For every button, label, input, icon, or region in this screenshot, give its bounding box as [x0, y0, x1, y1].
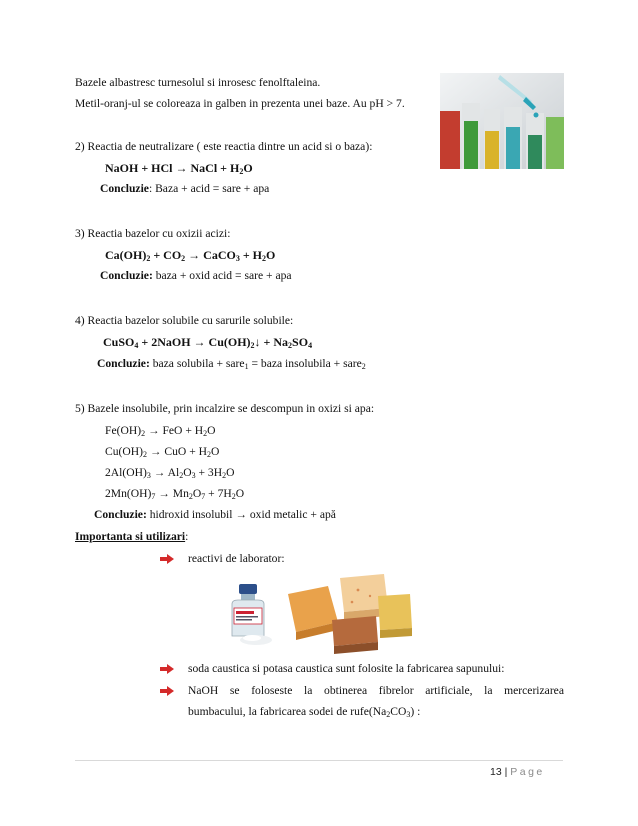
eq-part: + CO	[150, 248, 182, 262]
eq-sub: 2	[250, 341, 255, 350]
conclusion-text: baza + oxid acid = sare + apa	[155, 269, 292, 282]
conclusion-text: baza solubila + sare	[152, 357, 245, 370]
eq-part: NaOH + HCl → NaCl + H	[105, 161, 240, 175]
eq-part: O	[243, 161, 253, 175]
eq-sub: 2	[222, 471, 227, 480]
eq-part: Fe(OH)	[105, 424, 142, 437]
section-2-title: 2) Reactia de neutralizare ( este reactia dintre un acid si o baza):	[75, 140, 373, 153]
conclusion-text: = baza insolubila + sare	[248, 357, 362, 370]
section-3-conclusion	[100, 269, 292, 283]
section-4-equation	[103, 335, 312, 349]
test-tubes-image	[440, 73, 564, 169]
conclusion-label: Concluzie:	[97, 357, 150, 370]
conclusion-label: Concluzie:	[100, 269, 153, 282]
eq-part: → CuO + H	[147, 445, 208, 458]
eq-part: O	[226, 466, 235, 479]
page-number: 13	[490, 766, 502, 778]
eq-sub: 2	[386, 710, 391, 719]
eq-sub: 2	[288, 341, 293, 350]
soap-bars-image	[280, 572, 414, 654]
eq-sub: 3	[235, 254, 240, 263]
eq-part: O	[207, 424, 216, 437]
section-3-title: 3) Reactia bazelor cu oxizii acizi:	[75, 227, 231, 240]
word: mercerizarea	[504, 684, 564, 697]
intro-line-1: Bazele albastresc turnesolul si inrosesc fenolftaleina.	[75, 76, 321, 89]
eq-part: + H	[239, 248, 263, 262]
section-4-title: 4) Reactia bazelor solubile cu sarurile solubile:	[75, 314, 294, 327]
eq-part: → FeO + H	[145, 424, 204, 437]
eq-sub: 3	[146, 471, 151, 480]
eq-sub: 2	[143, 450, 147, 459]
section-5-title: 5) Bazele insolubile, prin incalzire se descompun in oxizi si apa:	[75, 402, 375, 415]
uses-title	[75, 530, 188, 544]
eq-sub: 2	[262, 254, 267, 263]
eq-sub: 7	[201, 492, 206, 501]
arrow-bullet-icon	[160, 664, 174, 674]
eq-sub: 4	[308, 341, 313, 350]
uses-item-1: reactivi de laborator:	[188, 552, 285, 565]
text-part: ) :	[410, 705, 421, 718]
intro-line-2-text: Metil-oranj-ul se coloreaza in galben in prezenta unei baze. Au pH > 7.	[75, 97, 405, 110]
eq-part: + 3H	[195, 466, 223, 479]
conclusion-text: hidroxid insolubil → oxid metalic + apă	[149, 508, 336, 521]
text-part: bumbacului, la fabricarea sodei de rufe(Na	[188, 705, 387, 718]
arrow-bullet-icon	[160, 554, 174, 564]
eq-part: 2Mn(OH)	[105, 487, 152, 500]
section-4-conclusion	[97, 357, 366, 371]
uses-title-text: Importanta si utilizari	[75, 530, 186, 543]
eq-sub: 2	[146, 254, 151, 263]
section-2-conclusion	[100, 182, 269, 196]
eq-sub: 2	[188, 492, 193, 501]
eq-part: O	[235, 487, 245, 500]
section-5-conclusion	[94, 508, 336, 522]
footer-divider	[75, 760, 563, 761]
eq-part: Ca(OH)	[105, 248, 147, 262]
eq-part: → Al	[150, 466, 180, 479]
eq-sub: 2	[231, 492, 236, 501]
page-label: Page	[510, 766, 545, 778]
eq-part: SO	[292, 335, 309, 349]
eq-sub: 7	[151, 492, 156, 501]
uses-item-3-line-1	[188, 684, 564, 698]
eq-part: CuSO	[103, 335, 135, 349]
eq-part: O	[266, 248, 276, 262]
page-footer	[490, 766, 545, 778]
section-5-eq-4	[105, 487, 244, 501]
eq-part: O	[183, 466, 192, 479]
eq-sub: 2	[181, 254, 186, 263]
section-2-equation	[105, 161, 253, 175]
word: artificiale,	[425, 684, 473, 697]
word: fibrelor	[378, 684, 414, 697]
footer-separator: |	[501, 766, 511, 778]
eq-part: + 7H	[205, 487, 232, 500]
word: la	[304, 684, 313, 697]
eq-sub: 2	[141, 429, 146, 438]
eq-sub: 2	[203, 429, 208, 438]
eq-sub: 3	[406, 710, 411, 719]
eq-part: Cu(OH)	[105, 445, 143, 458]
uses-item-3-line-2	[188, 705, 420, 719]
section-5-eq-1	[105, 424, 216, 438]
word: se	[229, 684, 240, 697]
section-3-equation	[105, 248, 275, 262]
eq-part: + 2NaOH → Cu(OH)	[138, 335, 251, 349]
eq-sub: 4	[134, 341, 139, 350]
eq-part: → Mn	[155, 487, 189, 500]
eq-sub: 2	[239, 167, 244, 176]
section-5-eq-3	[105, 466, 234, 480]
word: la	[484, 684, 493, 697]
conclusion-text: : Baza + acid = sare + apa	[148, 182, 270, 195]
eq-part: 2Al(OH)	[105, 466, 147, 479]
intro-line-2	[75, 97, 405, 111]
word: obtinerea	[324, 684, 368, 697]
conclusion-label: Concluzie:	[94, 508, 147, 521]
word: foloseste	[251, 684, 293, 697]
reagent-bottle-image	[222, 582, 274, 648]
section-5-eq-2	[105, 445, 219, 459]
text-part: CO	[390, 705, 407, 718]
eq-sub: 2	[207, 450, 212, 459]
uses-title-colon: :	[185, 530, 189, 543]
eq-part: ↓ + Na	[254, 335, 289, 349]
arrow-bullet-icon	[160, 686, 174, 696]
eq-sub: 1	[244, 362, 249, 371]
eq-part: O	[211, 445, 220, 458]
eq-sub: 3	[191, 471, 196, 480]
word: NaOH	[188, 684, 219, 697]
conclusion-label: Concluzie	[100, 182, 149, 195]
eq-part: O	[192, 487, 202, 500]
eq-sub: 2	[179, 471, 184, 480]
eq-sub: 2	[361, 362, 366, 371]
uses-item-2: soda caustica si potasa caustica sunt folosite la fabricarea sapunului:	[188, 662, 505, 675]
eq-part: → CaCO	[185, 248, 236, 262]
